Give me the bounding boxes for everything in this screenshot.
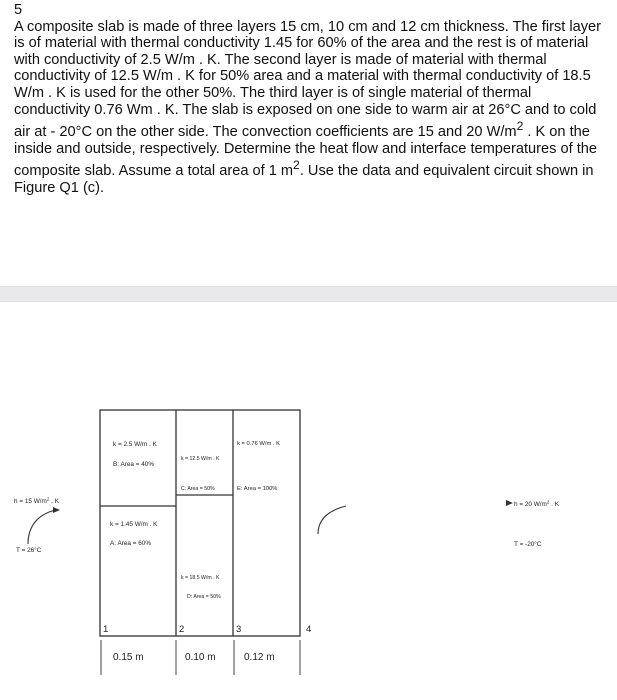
question-body-part-2: . K on the inside and outside, respectively. Determine the heat flow and interface temperatures of the composite slab. Assume a total area of 1 m (14, 124, 597, 180)
right-flow-arrow (506, 500, 513, 506)
region-a-area: A: Area = 60% (110, 540, 152, 547)
region-a-k: k = 1.45 W/m . K (110, 521, 158, 528)
region-c-area: C: Area = 50% (181, 486, 215, 492)
region-d-k: k = 18.5 W/m . K (181, 575, 220, 581)
dimension-layer-3: 0.12 m (244, 652, 275, 663)
interface-number-2: 2 (179, 624, 185, 635)
interface-number-4: 4 (306, 624, 312, 635)
superscript-2: 2 (516, 119, 524, 134)
region-e-k: k = 0.76 W/m . K (237, 441, 281, 447)
left-convection-curve (28, 510, 56, 544)
region-c-k: k = 12.5 W/m . K (181, 456, 220, 462)
question-body (14, 19, 610, 197)
left-h-label: h = 15 $W/m^2$ . K (14, 496, 59, 505)
region-e-area: E: Area = 100% (237, 486, 278, 492)
question-number: 5 (14, 2, 23, 18)
composite-slab-figure (0, 300, 617, 700)
region-b-area: B: Area = 40% (113, 461, 155, 468)
question-text-block (14, 2, 610, 196)
right-convection-curve (318, 506, 346, 534)
interface-number-3: 3 (236, 624, 242, 635)
right-h-label: h = 20 $W/m^2$ . K (514, 499, 559, 508)
left-temperature: T = 26°C (16, 547, 42, 554)
interface-number-1: 1 (103, 624, 109, 635)
dimension-layer-2: 0.10 m (185, 652, 216, 663)
question-body-part-1: A composite slab is made of three layers 15 cm, 10 cm and 12 cm thickness. The first layer is of material with thermal conductivity 1.45 for 60% of the area and the rest is of material with conductivity of 2.5 W/m . K. The second layer is made of material with thermal conductivity of 12.5 W/m . K for 50% area and a material with thermal conductivity of 18.5 W/m . K is used for the other 50%. The third layer is of single material of thermal conductivity 0.76 Wm . K. The slab is exposed on one side to warm air at 26°C and to cold air at - 20°C on the other side. The convection coefficients are 15 and 20 W/m (14, 18, 601, 141)
region-b-k: k = 2.5 W/m . K (113, 441, 157, 448)
right-temperature: T = -20°C (514, 541, 542, 548)
region-d-area: D: Area = 50% (187, 594, 221, 600)
superscript-2b: 2 (293, 158, 300, 173)
question-body-part-3: . Use the data and equivalent circuit shown in Figure Q1 (c). (14, 163, 594, 196)
dimension-layer-1: 0.15 m (113, 652, 144, 663)
left-flow-arrow (53, 507, 60, 513)
